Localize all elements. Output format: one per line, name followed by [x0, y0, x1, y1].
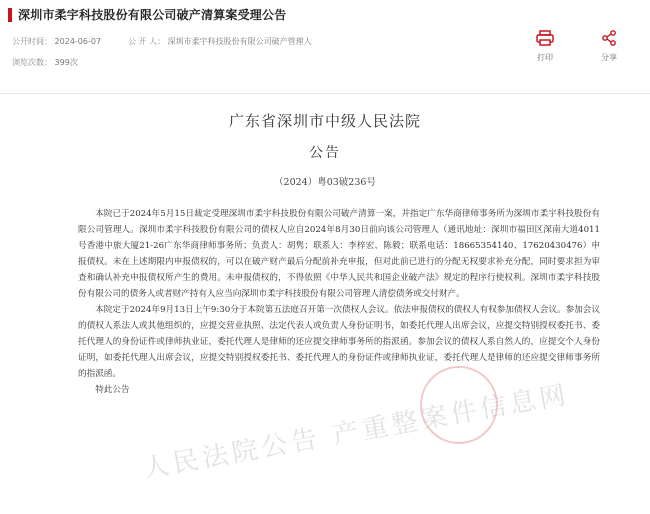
views-value: 399次 [54, 58, 78, 67]
announcement-document [0, 94, 650, 514]
share-icon [601, 30, 617, 46]
paragraph-meeting: 本院定于2024年9月13日上午9:30分于本院第五法庭召开第一次债权人会议。依法申报债权的债权人有权参加债权人会议。参加会议的债权人系法人或其他组织的，应提交营业执照、法定代表人或负责人身份证明书，如委托代理人出席会议，应提交特别授权委托书、委托代理人的身份证件或律师执业证，委托代理人是律师的还应提交律师事务所的指派函。参加会议的债权人系自然人的，应提交个人身份证明，如委托代理人出席会议，应提交特别授权委托书、委托代理人的身份证件或律师执业证，委托代理人是律师的还应提交律师事务所的指派函。 [78, 305, 600, 379]
page-title: 深圳市柔宇科技股份有限公司破产清算案受理公告 [18, 8, 287, 22]
paragraph-acceptance: 本院已于2024年5月15日裁定受理深圳市柔宇科技股份有限公司破产清算一案，并指定广东华商律师事务所为深圳市柔宇科技股份有限公司管理人。深圳市柔宇科技股份有限公司的债权人应自2024年8月30日前向该公司管理人（通讯地址：深圳市福田区深南大道4011号香港中旅大厦21-26广东华商律师事务所；负责人：胡隽；联系人：李梓宏、陈毅；联系电话：18665354140、17620430476）申报债权。未在上述期限内申报债权的，可以在破产财产最后分配前补充申报，但对此前已进行的分配无权要求补充分配，同时要求担为审查和确认补充申报债权所产生的费用。未申报债权的，不得依照《中华人民共和国企业破产法》规定的程序行使权利。深圳市柔宇科技股份有限公司的债务人或者财产持有人应当向深圳市柔宇科技股份有限公司管理人清偿债务或交付财产。 [78, 209, 600, 299]
publisher-label: 公 开 人： [128, 37, 166, 46]
print-label: 打印 [537, 53, 553, 62]
publish-time-row [12, 36, 101, 47]
share-button[interactable] [601, 30, 617, 63]
closing-sign: 特此公告 [95, 385, 130, 395]
publish-time-label: 公开时间： [12, 37, 52, 46]
publisher-value: 深圳市柔宇科技股份有限公司破产管理人 [167, 37, 312, 46]
watermark: 人民法院公告 产重整案件信息网 [140, 379, 572, 485]
printer-icon [536, 30, 554, 46]
share-label: 分享 [601, 53, 617, 62]
case-number: （2024）粤03破236号 [274, 177, 376, 188]
publish-time-value: 2024-06-07 [54, 37, 102, 46]
court-name: 广东省深圳市中级人民法院 [228, 112, 421, 130]
title-accent-bar [8, 8, 12, 22]
publisher-row [128, 36, 312, 47]
document-body [78, 206, 600, 398]
title-bar [8, 6, 286, 23]
views-label: 浏览次数： [12, 58, 52, 67]
views-row [12, 57, 78, 68]
announcement-header [0, 0, 650, 94]
notice-title: 公告 [309, 145, 341, 161]
print-button[interactable] [536, 30, 554, 63]
